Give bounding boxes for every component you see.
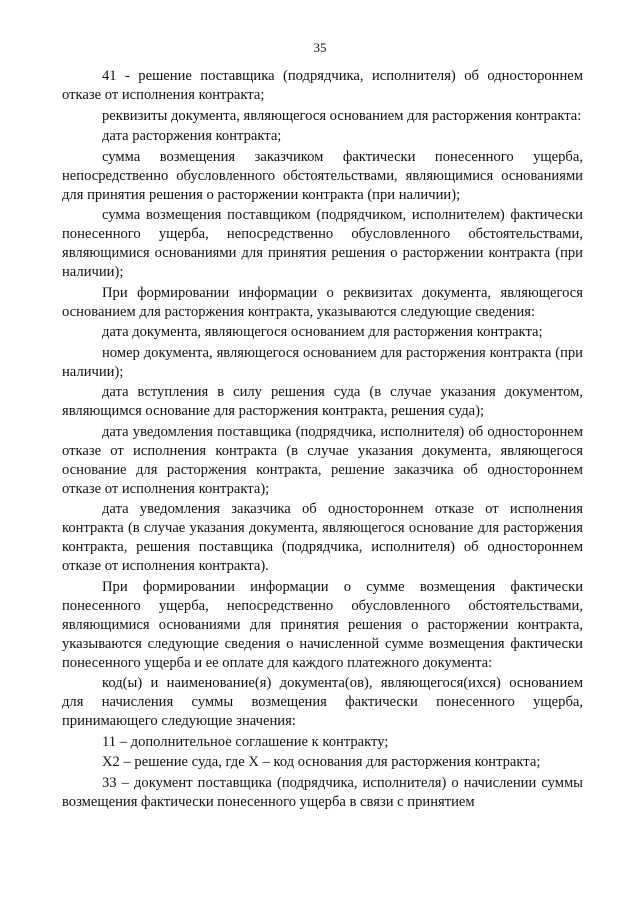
- paragraph: 33 – документ поставщика (подрядчика, исполнителя) о начислении суммы возмещения фактически понесенного ущерба в связи с принятием: [62, 774, 583, 810]
- paragraph: 41 - решение поставщика (подрядчика, исполнителя) об одностороннем отказе от исполнения контракта;: [62, 68, 583, 103]
- paragraph: номер документа, являющегося основанием для расторжения контракта (при наличии);: [62, 344, 583, 380]
- paragraph: дата уведомления заказчика об одностороннем отказе от исполнения контракта (в случае указания документа, являющегося основание для расторжения контракта, решения поставщика (подрядчика, исполнителя) об одностороннем отказе от исполнения контракта).: [62, 501, 583, 574]
- paragraph: код(ы) и наименование(я) документа(ов), являющегося(ихся) основанием для начисления суммы возмещения фактически понесенного ущерба, принимающего следующие значения:: [62, 675, 583, 729]
- paragraph: сумма возмещения поставщиком (подрядчиком, исполнителем) фактически понесенного ущерба, непосредственно обусловленного обстоятельствами, являющимися основаниями для принятия решения о расторжении контракта (при наличии);: [62, 207, 583, 280]
- document-body: [62, 67, 583, 813]
- paragraph: При формировании информации о реквизитах документа, являющегося основанием для расторжения контракта, указываются следующие сведения:: [62, 284, 583, 320]
- paragraph: сумма возмещения заказчиком фактически понесенного ущерба, непосредственно обусловленного обстоятельствами, являющимися основаниями для принятия решения о расторжении контракта (при наличии);: [62, 148, 583, 203]
- paragraph: X2 – решение суда, где X – код основания для расторжения контракта;: [102, 754, 541, 770]
- paragraph: дата вступления в силу решения суда (в случае указания документом, являющимся основание для расторжения контракта, решения суда);: [62, 384, 583, 419]
- paragraph: дата расторжения контракта;: [102, 128, 282, 144]
- paragraph: реквизиты документа, являющегося основанием для расторжения контракта:: [102, 107, 582, 124]
- paragraph: 11 – дополнительное соглашение к контракту;: [102, 733, 389, 750]
- paragraph: При формировании информации о сумме возмещения фактически понесенного ущерба, непосредственно обусловленного обстоятельствами, являющимися основаниями для принятия решения о расторжении контракта, указываются следующие сведения о начисленной сумме возмещения фактически понесенного ущерба и ее оплате для каждого платежного документа:: [62, 578, 583, 671]
- page-number: 35: [313, 40, 327, 55]
- paragraph: дата уведомления поставщика (подрядчика, исполнителя) об одностороннем отказе от исполнения контракта (в случае указания документа, являющегося основание для расторжения контракта, решение заказчика об одностороннем отказе от исполнения контракта);: [62, 423, 583, 497]
- paragraph: дата документа, являющегося основанием для расторжения контракта;: [102, 324, 543, 340]
